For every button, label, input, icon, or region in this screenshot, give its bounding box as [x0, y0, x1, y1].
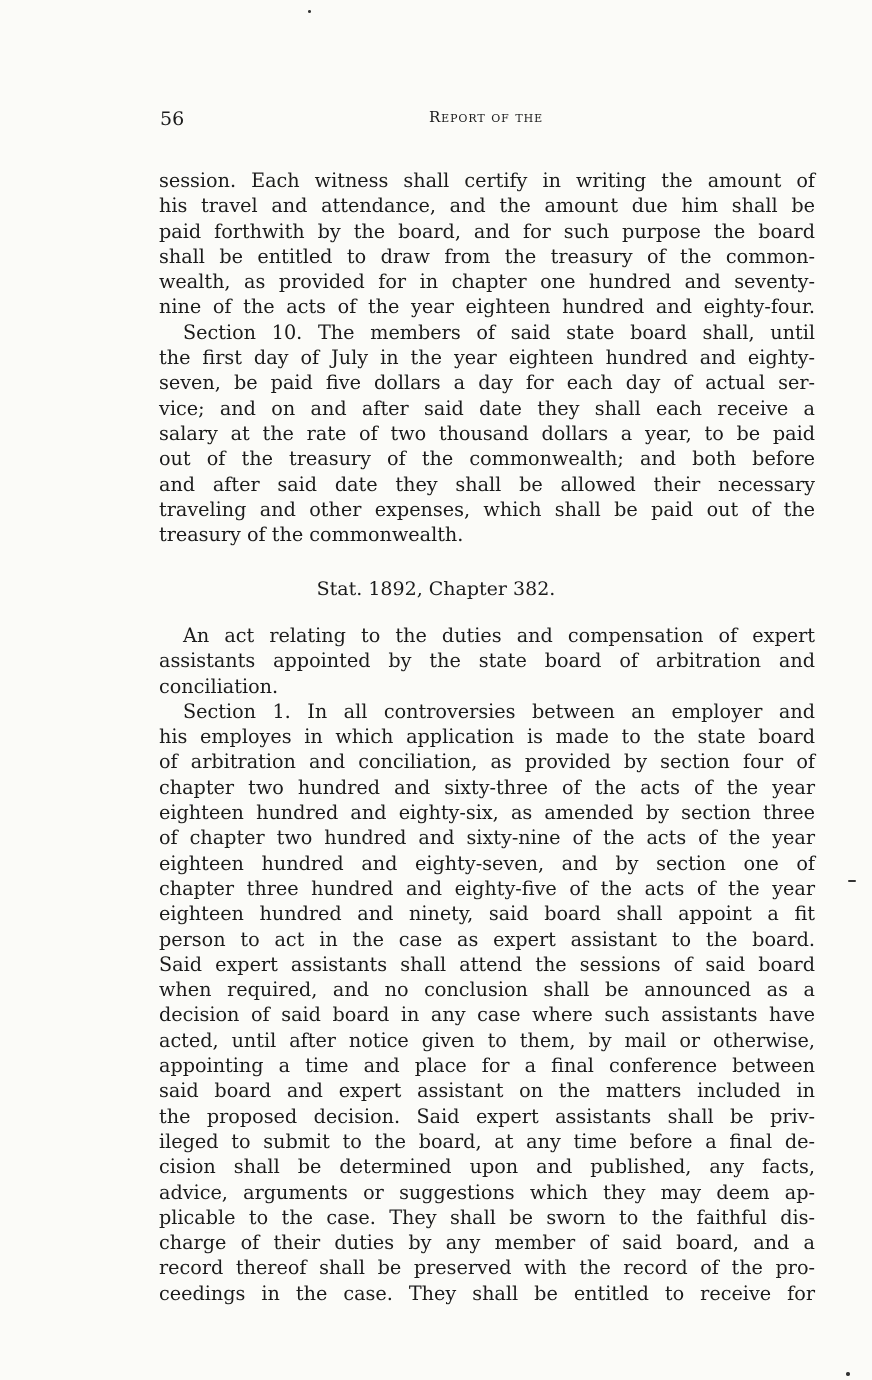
text-line: assistants appointed by the state board of arbitration and: [159, 649, 815, 673]
text-line: vice; and on and after said date they shall each receive a: [159, 396, 815, 420]
upper-text-block: [159, 168, 815, 547]
text-line: said board and expert assistant on the matters included in: [159, 1079, 815, 1103]
text-line: decision of said board in any case where such assistants have: [159, 1003, 815, 1027]
scan-speck: [308, 10, 311, 13]
text-line: of chapter two hundred and sixty-nine of the acts of the year: [159, 826, 815, 850]
lower-text-block: [159, 623, 815, 1306]
text-line: traveling and other expenses, which shall be paid out of the: [159, 497, 815, 521]
text-line: cision shall be determined upon and published, any facts,: [159, 1155, 815, 1179]
text-line: the proposed decision. Said expert assistants shall be priv-: [159, 1104, 815, 1128]
section-continued-paragraph: [159, 168, 815, 320]
text-line: appointing a time and place for a final conference between: [159, 1054, 815, 1078]
scan-speck: [848, 880, 856, 882]
text-line: eighteen hundred and eighty-seven, and by section one of: [159, 851, 815, 875]
text-line: An act relating to the duties and compensation of expert: [183, 624, 815, 647]
text-line: session. Each witness shall certify in writing the amount of: [159, 169, 815, 192]
text-line: ileged to submit to the board, at any time before a final de-: [159, 1129, 815, 1153]
text-line: Said expert assistants shall attend the sessions of said board: [159, 952, 815, 976]
text-line: chapter three hundred and eighty-five of the acts of the year: [159, 876, 815, 900]
text-line: and after said date they shall be allowed their necessary: [159, 472, 815, 496]
text-line: eighteen hundred and eighty-six, as amended by section three: [159, 801, 815, 825]
running-head: Report of the: [428, 108, 543, 126]
text-line: wealth, as provided for in chapter one hundred and seventy-: [159, 270, 815, 294]
text-line: record thereof shall be preserved with the record of the pro-: [159, 1256, 815, 1280]
section-10-paragraph: [159, 320, 815, 548]
text-line: salary at the rate of two thousand dollars a year, to be paid: [159, 421, 815, 445]
page-header: [160, 108, 812, 138]
text-line: Section 10. The members of said state board shall, until: [183, 320, 815, 344]
text-line: treasury of the commonwealth.: [159, 523, 464, 547]
text-line: ceedings in the case. They shall be entitled to receive for: [159, 1281, 815, 1305]
text-line: acted, until after notice given to them, by mail or otherwise,: [159, 1028, 815, 1052]
text-line: Section 1. In all controversies between an employer and: [183, 699, 815, 723]
text-line: seven, be paid five dollars a day for each day of actual ser-: [159, 371, 815, 395]
text-line: eighteen hundred and ninety, said board shall appoint a fit: [159, 902, 815, 926]
statute-heading: Stat. 1892, Chapter 382.: [316, 578, 556, 600]
text-line: paid forthwith by the board, and for such purpose the board: [159, 219, 815, 243]
text-line: out of the treasury of the commonwealth; and both before: [159, 447, 815, 471]
text-line: plicable to the case. They shall be sworn to the faithful dis-: [159, 1205, 815, 1229]
act-title-paragraph: [159, 623, 815, 699]
text-line: the first day of July in the year eighteen hundred and eighty-: [159, 346, 815, 370]
text-line: nine of the acts of the year eighteen hundred and eighty-four.: [159, 295, 815, 319]
text-line: chapter two hundred and sixty-three of the acts of the year: [159, 775, 815, 799]
text-line: his employes in which application is made to the state board: [159, 725, 815, 749]
text-line: shall be entitled to draw from the treasury of the common-: [159, 244, 815, 268]
text-line: conciliation.: [159, 674, 279, 698]
page-number: 56: [160, 108, 185, 130]
text-line: his travel and attendance, and the amount due him shall be: [159, 194, 815, 218]
text-line: charge of their duties by any member of said board, and a: [159, 1231, 815, 1255]
text-line: when required, and no conclusion shall be announced as a: [159, 978, 815, 1002]
section-1-paragraph: [159, 699, 815, 1306]
text-line: person to act in the case as expert assistant to the board.: [159, 927, 815, 951]
text-line: advice, arguments or suggestions which they may deem ap-: [159, 1180, 815, 1204]
scan-speck: [846, 1372, 850, 1376]
text-line: of arbitration and conciliation, as provided by section four of: [159, 750, 815, 774]
